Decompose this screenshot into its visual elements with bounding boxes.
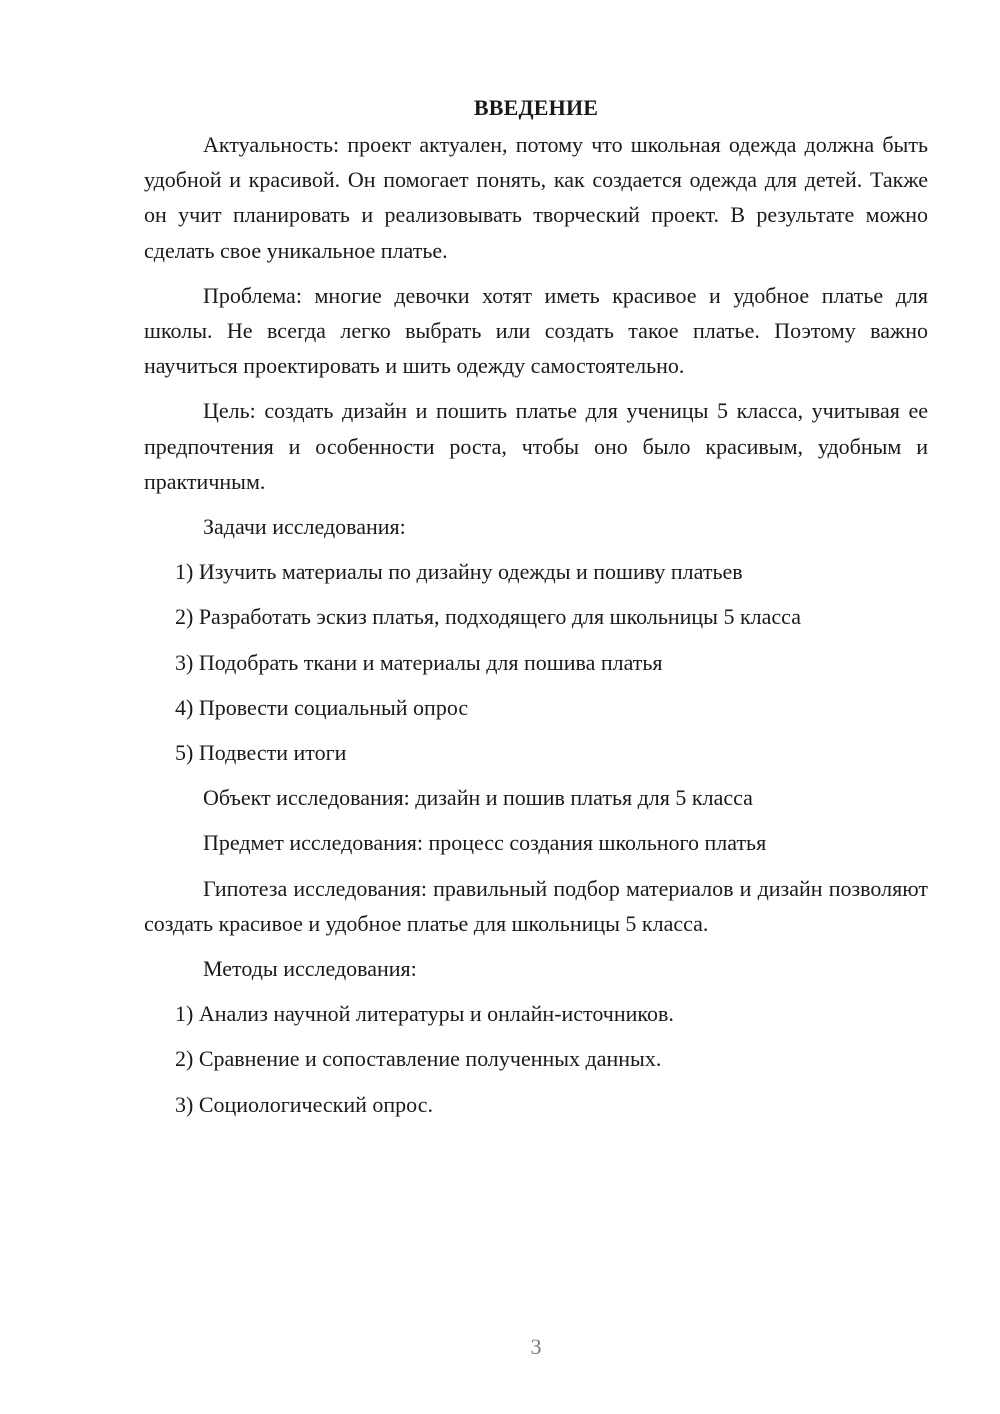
methods-title: Методы исследования: <box>203 956 417 982</box>
task-item: 1) Изучить материалы по дизайну одежды и пошиву платьев <box>175 559 743 585</box>
method-item: 1) Анализ научной литературы и онлайн-источников. <box>175 1001 674 1027</box>
relevance-paragraph: Актуальность: проект актуален, потому что школьная одежда должна быть удобной и красивой. Он помогает понять, как создается одежда для детей. Также он учит планировать и реализовывать творческий проект. В результате можно сделать свое уникальное платье. <box>144 132 928 263</box>
page-number: 3 <box>530 1334 542 1359</box>
object-line: Объект исследования: дизайн и пошив платья для 5 класса <box>203 785 753 811</box>
page-content <box>144 90 928 1132</box>
methods-list <box>144 996 928 1122</box>
task-item: 2) Разработать эскиз платья, подходящего для школьницы 5 класса <box>175 604 801 630</box>
task-item: 5) Подвести итоги <box>175 740 347 766</box>
task-item: 4) Провести социальный опрос <box>175 694 469 720</box>
problem-paragraph: Проблема: многие девочки хотят иметь красивое и удобное платье для школы. Не всегда легко выбрать или создать такое платье. Поэтому важно научиться проектировать и шить одежду самостоятельно. <box>144 282 928 379</box>
tasks-list <box>144 554 928 770</box>
method-item: 2) Сравнение и сопоставление полученных данных. <box>175 1046 662 1072</box>
task-item: 3) Подобрать ткани и материалы для пошива платья <box>175 649 663 675</box>
goal-paragraph: Цель: создать дизайн и пошить платье для ученицы 5 класса, учитывая ее предпочтения и особенности роста, чтобы оно было красивым, удобным и практичным. <box>144 398 928 494</box>
method-item: 3) Социологический опрос. <box>175 1091 433 1117</box>
subject-line: Предмет исследования: процесс создания школьного платья <box>203 830 767 856</box>
tasks-title: Задачи исследования: <box>203 514 406 540</box>
section-heading: ВВЕДЕНИЕ <box>473 95 599 120</box>
hypothesis-paragraph: Гипотеза исследования: правильный подбор материалов и дизайн позволяют создать красивое и удобное платье для школьницы 5 класса. <box>144 875 928 936</box>
